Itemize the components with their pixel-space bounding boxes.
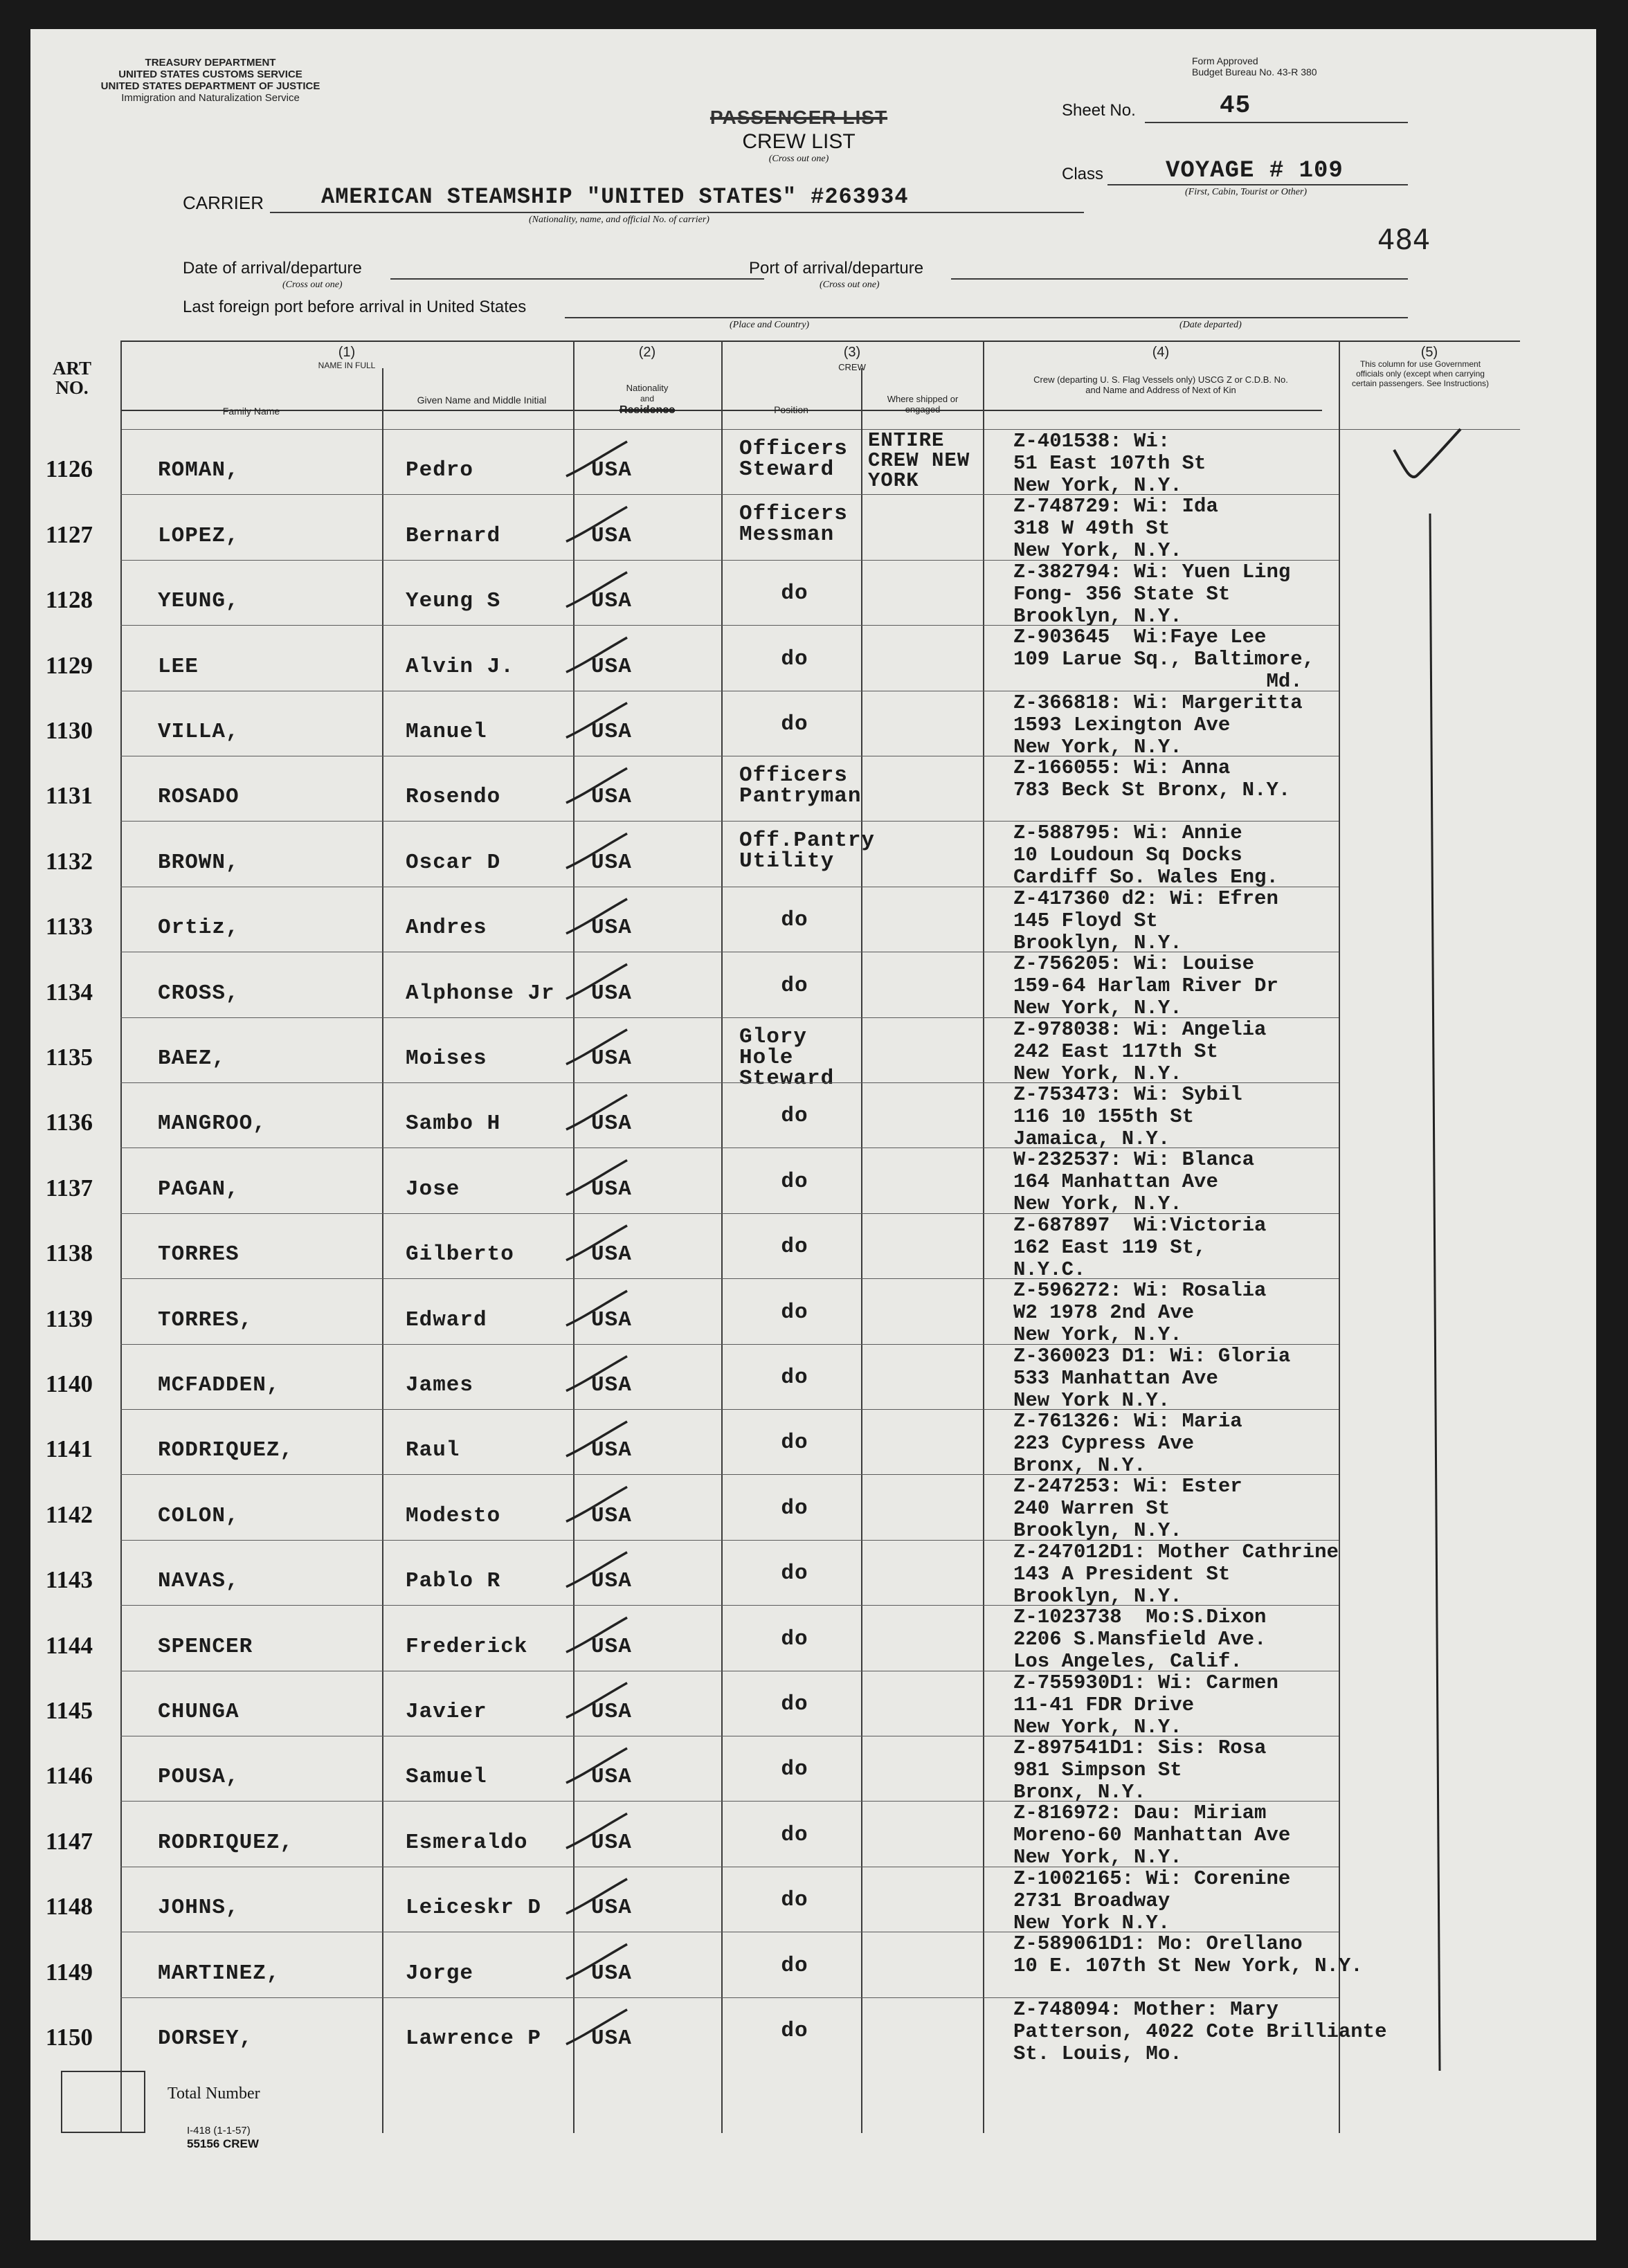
- agency-line-2: UNITED STATES CUSTOMS SERVICE: [118, 69, 302, 80]
- sheet-value: 45: [1220, 91, 1251, 120]
- given-name: Gilberto: [406, 1242, 514, 1267]
- next-of-kin: Z-401538: Wi: 51 East 107th St New York, N.Y.: [1013, 430, 1206, 497]
- next-of-kin: Z-748729: Wi: Ida 318 W 49th St New York, N.Y.: [1013, 495, 1218, 563]
- given-name: James: [406, 1373, 474, 1397]
- given-name: Jose: [406, 1177, 460, 1201]
- position: do: [781, 646, 808, 671]
- nationality: USA: [591, 1438, 632, 1463]
- next-of-kin: W-232537: Wi: Blanca 164 Manhattan Ave New York, N.Y.: [1013, 1148, 1255, 1216]
- family-name: RODRIQUEZ,: [158, 1438, 294, 1463]
- nationality: USA: [591, 2026, 632, 2051]
- family-name: ROSADO: [158, 785, 239, 810]
- place-country-note: (Place and Country): [730, 320, 810, 330]
- nationality: USA: [591, 654, 632, 679]
- col-divider-gov: [1339, 341, 1340, 2133]
- position: do: [781, 1561, 808, 1586]
- given-name: Samuel: [406, 1765, 487, 1790]
- position: do: [781, 581, 808, 606]
- given-name: Alvin J.: [406, 654, 514, 679]
- position: Off.Pantry Utility: [739, 828, 876, 874]
- next-of-kin: Z-588795: Wi: Annie 10 Loudoun Sq Docks Cardiff So. Wales Eng.: [1013, 822, 1278, 889]
- row-number: 1133: [45, 913, 93, 941]
- given-name: Frederick: [406, 1634, 528, 1659]
- next-of-kin: Z-360023 D1: Wi: Gloria 533 Manhattan Ave New York N.Y.: [1013, 1344, 1291, 1412]
- given-name: Modesto: [406, 1503, 501, 1528]
- last-port-rule-1: [565, 317, 1042, 318]
- nationality-header: Nationality: [626, 383, 669, 393]
- position: do: [781, 1169, 808, 1194]
- row-number: 1147: [45, 1827, 93, 1855]
- position: Glory Hole Steward: [739, 1024, 835, 1091]
- residence-struck-header: Residence: [619, 404, 676, 416]
- budget-bureau-number: Budget Bureau No. 43-R 380: [1192, 66, 1317, 78]
- next-of-kin: Z-417360 d2: Wi: Efren 145 Floyd St Brooklyn, N.Y.: [1013, 887, 1278, 954]
- gov-use-header: This column for use Government officials only (except when carrying certain passengers. See Instructions): [1351, 359, 1490, 388]
- row-number: 1139: [45, 1305, 93, 1332]
- sheet-rule: [1145, 122, 1408, 123]
- col-divider-where: [861, 368, 862, 2133]
- nationality: USA: [591, 785, 632, 810]
- position: do: [781, 712, 808, 736]
- row-number: 1149: [45, 1958, 93, 1986]
- family-name: ROMAN,: [158, 458, 239, 483]
- position: do: [781, 1757, 808, 1782]
- carrier-note: (Nationality, name, and official No. of carrier): [529, 215, 709, 225]
- next-of-kin: Z-166055: Wi: Anna 783 Beck St Bronx, N.Y.: [1013, 756, 1291, 801]
- position: do: [781, 973, 808, 998]
- row-number: 1130: [45, 717, 93, 744]
- family-name: CHUNGA: [158, 1700, 239, 1724]
- family-name: YEUNG,: [158, 589, 239, 614]
- given-name: Yeung S: [406, 589, 501, 614]
- where-shipped-header: Where shipped or engaged: [887, 394, 959, 415]
- given-name: Pablo R: [406, 1569, 501, 1594]
- family-name: COLON,: [158, 1503, 239, 1528]
- given-name: Javier: [406, 1700, 487, 1724]
- class-rule: [1107, 184, 1408, 185]
- col2-number: (2): [638, 345, 656, 360]
- given-name: Raul: [406, 1438, 460, 1463]
- family-name: MCFADDEN,: [158, 1373, 280, 1397]
- given-name: Leiceskr D: [406, 1896, 542, 1921]
- row-number: 1146: [45, 1762, 93, 1790]
- next-of-kin: Z-596272: Wi: Rosalia W2 1978 2nd Ave New York, N.Y.: [1013, 1279, 1267, 1347]
- nationality: USA: [591, 1503, 632, 1528]
- position: Officers Pantryman: [739, 763, 862, 808]
- last-port-label: Last foreign port before arrival in United States: [183, 298, 527, 316]
- family-name: MARTINEZ,: [158, 1961, 280, 1986]
- class-label: Class: [1062, 165, 1104, 183]
- position: do: [781, 1692, 808, 1716]
- family-name: LEE: [158, 654, 199, 679]
- date-cross-note: (Cross out one): [282, 280, 343, 290]
- next-of-kin: Z-589061D1: Mo: Orellano 10 E. 107th St New York, N.Y.: [1013, 1932, 1363, 1978]
- nationality: USA: [591, 981, 632, 1006]
- nationality: USA: [591, 720, 632, 744]
- art-no-header: ART NO.: [52, 358, 92, 398]
- given-name: Esmeraldo: [406, 1830, 528, 1855]
- given-name: Rosendo: [406, 785, 501, 810]
- row-number: 1132: [45, 847, 93, 875]
- nationality: USA: [591, 1961, 632, 1986]
- nationality: USA: [591, 1177, 632, 1201]
- family-name: VILLA,: [158, 720, 239, 744]
- row-number: 1144: [45, 1631, 93, 1659]
- family-name: CROSS,: [158, 981, 239, 1006]
- position: do: [781, 1496, 808, 1521]
- cross-out-note: (Cross out one): [768, 154, 829, 164]
- row-number: 1128: [45, 586, 93, 614]
- position: do: [781, 1953, 808, 1978]
- family-name: TORRES: [158, 1242, 239, 1267]
- row-number: 1135: [45, 1044, 93, 1071]
- family-name: JOHNS,: [158, 1896, 239, 1921]
- col-divider-art: [120, 341, 122, 2133]
- next-of-kin: Z-761326: Wi: Maria 223 Cypress Ave Bronx, N.Y.: [1013, 1410, 1242, 1477]
- position: Officers Steward: [739, 437, 848, 482]
- given-name: Bernard: [406, 523, 501, 548]
- next-of-kin: Z-247253: Wi: Ester 240 Warren St Brooklyn, N.Y.: [1013, 1475, 1242, 1543]
- date-arrival-label: Date of arrival/departure: [183, 259, 362, 278]
- family-name-header: Family Name: [222, 406, 280, 417]
- table-subheader-rule: [120, 429, 1520, 430]
- row-number: 1134: [45, 978, 93, 1006]
- col4-number: (4): [1152, 345, 1170, 360]
- nationality: USA: [591, 1112, 632, 1136]
- given-name-header: Given Name and Middle Initial: [417, 394, 547, 406]
- given-name: Edward: [406, 1307, 487, 1332]
- position: do: [781, 1431, 808, 1455]
- date-arrival-rule: [390, 278, 764, 280]
- position: do: [781, 1626, 808, 1651]
- row-number: 1127: [45, 520, 93, 548]
- nationality: USA: [591, 1896, 632, 1921]
- position: do: [781, 2019, 808, 2043]
- family-name: SPENCER: [158, 1634, 253, 1659]
- agency-line-1: TREASURY DEPARTMENT: [145, 57, 276, 69]
- agency-line-4: Immigration and Naturalization Service: [121, 92, 300, 104]
- next-of-kin: Z-366818: Wi: Margeritta 1593 Lexington Ave New York, N.Y.: [1013, 691, 1303, 759]
- position: Officers Messman: [739, 502, 848, 547]
- next-of-kin: Z-1023738 Mo:S.Dixon 2206 S.Mansfield Ave. Los Angeles, Calif.: [1013, 1606, 1267, 1673]
- position: do: [781, 1366, 808, 1390]
- family-name: BAEZ,: [158, 1046, 226, 1071]
- given-name: Manuel: [406, 720, 487, 744]
- given-name: Oscar D: [406, 850, 501, 875]
- next-of-kin: Z-753473: Wi: Sybil 116 10 155th St Jamaica, N.Y.: [1013, 1083, 1242, 1150]
- next-of-kin: Z-755930D1: Wi: Carmen 11-41 FDR Drive New York, N.Y.: [1013, 1671, 1278, 1739]
- next-of-kin: Z-903645 Wi:Faye Lee 109 Larue Sq., Baltimore, Md.: [1013, 626, 1315, 693]
- crew-header: CREW: [838, 362, 866, 372]
- family-name: TORRES,: [158, 1307, 253, 1332]
- nationality: USA: [591, 1765, 632, 1790]
- given-name: Andres: [406, 916, 487, 941]
- passenger-list-struck: PASSENGER LIST: [709, 107, 888, 128]
- and-header: and: [640, 394, 655, 403]
- row-number: 1136: [45, 1109, 93, 1136]
- row-number: 1137: [45, 1174, 93, 1201]
- total-number-label: Total Number: [168, 2085, 260, 2103]
- family-name: PAGAN,: [158, 1177, 239, 1201]
- nationality: USA: [591, 458, 632, 483]
- family-name: LOPEZ,: [158, 523, 239, 548]
- row-number: 1145: [45, 1697, 93, 1724]
- given-name: Pedro: [406, 458, 474, 483]
- agency-line-3: UNITED STATES DEPARTMENT OF JUSTICE: [100, 80, 320, 92]
- row-number: 1126: [45, 455, 93, 483]
- family-name: MANGROO,: [158, 1112, 266, 1136]
- col-divider-nationality: [573, 341, 575, 2133]
- family-name: RODRIQUEZ,: [158, 1830, 294, 1855]
- nationality: USA: [591, 1307, 632, 1332]
- given-name: Lawrence P: [406, 2026, 542, 2051]
- nationality: USA: [591, 523, 632, 548]
- family-name: DORSEY,: [158, 2026, 253, 2051]
- crew-list-form: [30, 29, 1596, 2240]
- nationality: USA: [591, 1046, 632, 1071]
- date-departed-note: (Date departed): [1179, 320, 1242, 330]
- family-name: POUSA,: [158, 1765, 239, 1790]
- row-number: 1140: [45, 1370, 93, 1397]
- row-number: 1129: [45, 651, 93, 679]
- position-header: Position: [774, 404, 808, 415]
- table-top-rule: [120, 341, 1520, 342]
- position: do: [781, 1235, 808, 1260]
- col5-number: (5): [1420, 345, 1438, 360]
- position: do: [781, 1888, 808, 1913]
- nationality: USA: [591, 916, 632, 941]
- stock-number: 55156 CREW: [187, 2137, 259, 2150]
- given-name: Moises: [406, 1046, 487, 1071]
- carrier-label: CARRIER: [183, 192, 264, 213]
- col-divider-kin: [983, 341, 984, 2133]
- nationality: USA: [591, 589, 632, 614]
- row-number: 1141: [45, 1435, 93, 1463]
- col-divider-position: [721, 341, 723, 2133]
- nationality: USA: [591, 1830, 632, 1855]
- carrier-rule: [270, 212, 1084, 213]
- last-port-rule-2: [1019, 317, 1408, 318]
- port-arrival-label: Port of arrival/departure: [749, 259, 924, 278]
- form-approval: [1192, 55, 1317, 78]
- position: do: [781, 1300, 808, 1325]
- carrier-value: AMERICAN STEAMSHIP "UNITED STATES" #263934: [321, 184, 909, 210]
- given-name: Alphonse Jr: [406, 981, 555, 1006]
- where-shipped-value: ENTIRE CREW NEW YORK: [868, 429, 970, 492]
- nationality: USA: [591, 1373, 632, 1397]
- crew-list-title: CREW LIST: [742, 130, 856, 153]
- port-cross-note: (Cross out one): [820, 280, 880, 290]
- next-of-kin: Z-816972: Dau: Miriam Moreno-60 Manhattan Ave New York, N.Y.: [1013, 1802, 1291, 1869]
- row-number: 1143: [45, 1566, 93, 1594]
- next-of-kin-header: Crew (departing U. S. Flag Vessels only) USCG Z or C.D.B. No. and Name and Address of Next of Kin: [1033, 374, 1288, 395]
- next-of-kin: Z-748094: Mother: Mary Patterson, 4022 Cote Brilliante St. Louis, Mo.: [1013, 1997, 1387, 2065]
- next-of-kin: Z-897541D1: Sis: Rosa 981 Simpson St Bronx, N.Y.: [1013, 1736, 1267, 1804]
- given-name: Sambo H: [406, 1112, 501, 1136]
- family-name: BROWN,: [158, 850, 239, 875]
- class-note: (First, Cabin, Tourist or Other): [1185, 187, 1308, 197]
- total-number-box[interactable]: [61, 2071, 145, 2133]
- family-name: NAVAS,: [158, 1569, 239, 1594]
- position: do: [781, 1822, 808, 1847]
- nationality: USA: [591, 1242, 632, 1267]
- position: do: [781, 1104, 808, 1129]
- agency-block: [65, 57, 356, 104]
- nationality: USA: [591, 850, 632, 875]
- form-number: I-418 (1-1-57): [187, 2125, 251, 2137]
- row-number: 1138: [45, 1240, 93, 1267]
- title-block: [653, 107, 944, 165]
- col1-number: (1): [338, 345, 356, 360]
- next-of-kin: Z-247012D1: Mother Cathrine 143 A President St Brooklyn, N.Y.: [1013, 1540, 1339, 1608]
- nationality: USA: [591, 1569, 632, 1594]
- next-of-kin: Z-978038: Wi: Angelia 242 East 117th St New York, N.Y.: [1013, 1017, 1267, 1085]
- nationality: USA: [591, 1634, 632, 1659]
- row-number: 1150: [45, 2024, 93, 2051]
- next-of-kin: Z-382794: Wi: Yuen Ling Fong- 356 State St Brooklyn, N.Y.: [1013, 560, 1291, 628]
- sheet-label: Sheet No.: [1062, 101, 1136, 120]
- family-name: Ortiz,: [158, 916, 239, 941]
- next-of-kin: Z-1002165: Wi: Corenine 2731 Broadway New York N.Y.: [1013, 1867, 1291, 1934]
- next-of-kin: Z-687897 Wi:Victoria 162 East 119 St, N.Y.C.: [1013, 1213, 1267, 1281]
- form-approved-text: Form Approved: [1192, 55, 1258, 66]
- row-number: 1131: [45, 782, 93, 810]
- row-number: 1148: [45, 1893, 93, 1921]
- row-number: 1142: [45, 1500, 93, 1528]
- position: do: [781, 908, 808, 933]
- given-name: Jorge: [406, 1961, 474, 1986]
- next-of-kin: Z-756205: Wi: Louise 159-64 Harlam River Dr New York, N.Y.: [1013, 952, 1278, 1020]
- col3-number: (3): [843, 345, 861, 360]
- col-divider-given: [382, 368, 383, 2133]
- class-value: VOYAGE # 109: [1166, 158, 1344, 184]
- handwritten-page-number: 484: [1377, 224, 1431, 256]
- nationality: USA: [591, 1700, 632, 1724]
- col1-title: NAME IN FULL: [318, 361, 376, 370]
- port-arrival-rule: [951, 278, 1408, 280]
